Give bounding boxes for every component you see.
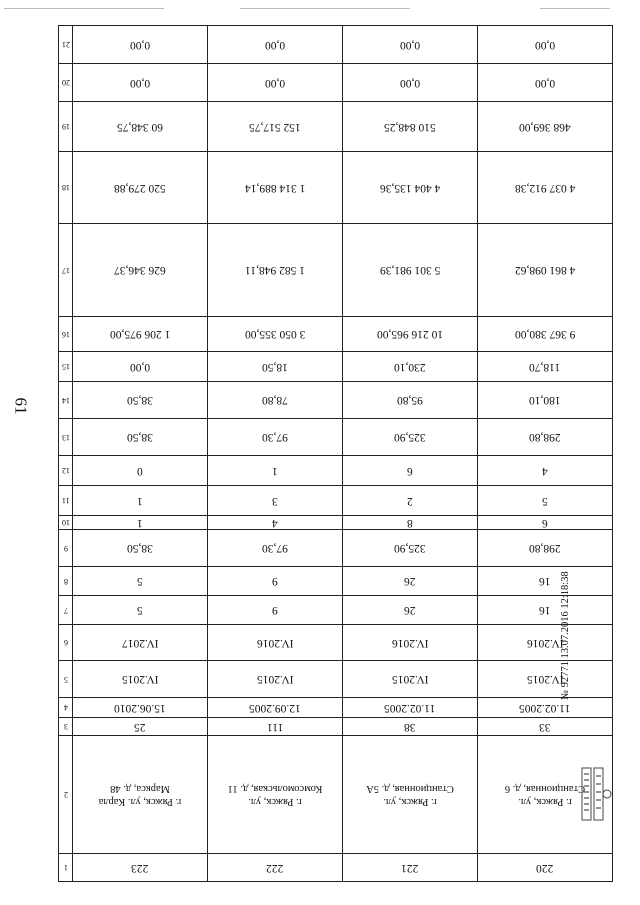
column-number [59, 382, 73, 419]
cell-value: 97,30 [262, 542, 288, 554]
cell-value: 0,00 [129, 76, 151, 89]
table-cell [478, 152, 613, 224]
table-cell [478, 698, 613, 718]
address-text: г. Ряжск, ул. Станционная, д. 5А [366, 782, 454, 807]
table-cell [478, 456, 613, 486]
table-cell [478, 567, 613, 596]
cell-value: IV.2015 [256, 673, 294, 685]
table-cell [343, 625, 478, 661]
cell-value: 4 037 912,38 [514, 181, 576, 194]
table-cell [73, 736, 208, 854]
cell-value: 25 [134, 720, 146, 733]
cell-value: 16 [539, 575, 551, 587]
scan-edge-top-left [4, 8, 164, 9]
table-cell [478, 625, 613, 661]
cell-value: 38,50 [127, 394, 153, 406]
table-cell [343, 224, 478, 317]
cell-value: 5 301 981,39 [379, 264, 441, 276]
table-cell [208, 736, 343, 854]
column-number [59, 102, 73, 152]
cell-value: 26 [404, 575, 416, 587]
cell-value: 11.02.2005 [519, 701, 571, 714]
column-number-label: 18 [61, 183, 70, 192]
cell-value: 97,30 [262, 431, 288, 443]
column-number [59, 516, 73, 530]
cell-value: 2 [407, 494, 413, 507]
cell-value: 520 279,88 [114, 181, 166, 194]
data-table-container [58, 25, 609, 874]
cell-value: 6 [542, 516, 548, 529]
cell-value: 298,80 [529, 542, 561, 554]
table-cell [343, 102, 478, 152]
table-cell [73, 718, 208, 736]
cell-value: 222 [266, 861, 284, 874]
cell-value: 468 369,00 [519, 120, 571, 133]
column-number [59, 486, 73, 516]
column-number [59, 625, 73, 661]
table-row [59, 698, 613, 718]
table-cell [73, 26, 208, 64]
table-cell [343, 26, 478, 64]
cell-value: IV.2017 [121, 636, 159, 649]
table-cell [478, 26, 613, 64]
address-text: г. Ряжск, ул. Комсомольская, д. 11 [227, 782, 323, 807]
table-cell [73, 152, 208, 224]
cell-value: 4 [542, 464, 548, 477]
column-number-label: 10 [61, 518, 70, 527]
table-cell [343, 718, 478, 736]
table-row [59, 64, 613, 102]
table-cell [343, 854, 478, 882]
table-cell [208, 102, 343, 152]
table-cell [343, 456, 478, 486]
table-row [59, 456, 613, 486]
cell-value: 60 348,75 [117, 120, 163, 133]
table-cell [343, 661, 478, 698]
table-cell [343, 64, 478, 102]
cell-value: 5 [137, 575, 143, 587]
table-cell [208, 854, 343, 882]
cell-value: 0,00 [534, 38, 556, 51]
table-cell [73, 486, 208, 516]
table-cell [73, 102, 208, 152]
table-cell [208, 456, 343, 486]
table-row [59, 596, 613, 625]
address-text: г. Ряжск, ул. Карла Маркса, д. 48 [98, 782, 182, 807]
cell-value: 1 582 948,11 [245, 264, 305, 276]
column-number-label: 11 [61, 496, 70, 505]
table-cell [478, 352, 613, 382]
cell-value: 6 [407, 464, 413, 477]
cell-value: 0,00 [129, 360, 151, 373]
table-cell [208, 516, 343, 530]
table-row [59, 352, 613, 382]
table-cell [343, 698, 478, 718]
table-cell [208, 486, 343, 516]
cell-value: 4 [272, 516, 278, 529]
table-cell [73, 530, 208, 567]
table-cell [208, 661, 343, 698]
cell-value: IV.2015 [121, 673, 159, 685]
table-cell [73, 661, 208, 698]
table-cell [208, 26, 343, 64]
table-row [59, 718, 613, 736]
table-cell [478, 486, 613, 516]
table-row [59, 224, 613, 317]
table-cell [343, 382, 478, 419]
table-row [59, 26, 613, 64]
table-cell [208, 382, 343, 419]
column-number [59, 736, 73, 854]
cell-value: IV.2016 [526, 636, 564, 649]
cell-value: 0,00 [264, 76, 286, 89]
table-row [59, 625, 613, 661]
table-row [59, 854, 613, 882]
table-cell [478, 382, 613, 419]
cell-value: 1 [137, 494, 143, 507]
table-cell [73, 625, 208, 661]
column-number-label: 20 [61, 78, 70, 87]
cell-value: 111 [266, 720, 284, 733]
table-cell [208, 352, 343, 382]
cell-value: 3 050 355,00 [244, 328, 306, 340]
table-cell [343, 152, 478, 224]
cell-value: 230,10 [394, 360, 426, 373]
table-cell [208, 698, 343, 718]
table-cell [208, 625, 343, 661]
cell-value: 118,70 [529, 360, 561, 373]
table-cell [208, 64, 343, 102]
column-number-label: 14 [61, 395, 70, 405]
cell-value: 38 [404, 720, 416, 733]
table-cell [208, 567, 343, 596]
column-number [59, 317, 73, 352]
table-cell [73, 352, 208, 382]
column-number-label: 7 [63, 605, 68, 615]
cell-value: 3 [272, 494, 278, 507]
cell-value: 0,00 [399, 38, 421, 51]
cell-value: 9 [272, 604, 278, 616]
column-number [59, 698, 73, 718]
cell-value: 33 [539, 720, 551, 733]
table-cell [478, 224, 613, 317]
cell-value: 38,50 [127, 431, 153, 443]
column-number-label: 5 [63, 674, 68, 684]
table-cell [343, 516, 478, 530]
cell-value: IV.2015 [526, 673, 564, 685]
table-row [59, 102, 613, 152]
column-number [59, 596, 73, 625]
table-cell [343, 317, 478, 352]
column-number-label: 17 [61, 265, 70, 275]
table-cell [73, 419, 208, 456]
table-cell [208, 224, 343, 317]
seal-emblem [578, 764, 612, 824]
cell-value: 1 206 975,00 [109, 328, 171, 340]
column-number [59, 64, 73, 102]
table-cell [208, 596, 343, 625]
column-number-label: 15 [61, 362, 70, 371]
column-number [59, 661, 73, 698]
table-cell [73, 596, 208, 625]
table-cell [73, 567, 208, 596]
table-cell [343, 596, 478, 625]
cell-value: 1 314 889,14 [244, 181, 306, 194]
column-number [59, 152, 73, 224]
table-cell [478, 718, 613, 736]
cell-value: 1 [272, 464, 278, 477]
cell-value: 325,90 [394, 542, 426, 554]
table-cell [208, 317, 343, 352]
cell-value: 11.02.2005 [384, 701, 436, 714]
table-cell [343, 419, 478, 456]
table-row [59, 530, 613, 567]
cell-value: 325,90 [394, 431, 426, 443]
cell-value: IV.2016 [256, 636, 294, 649]
column-number-label: 1 [63, 863, 68, 872]
cell-value: 15.06.2010 [114, 701, 166, 714]
table-row [59, 567, 613, 596]
scan-edge-top-mid [240, 8, 410, 9]
table-cell [73, 854, 208, 882]
column-number-label: 9 [63, 543, 68, 553]
scan-edge-top-right [540, 8, 610, 9]
cell-value: 5 [542, 494, 548, 507]
table-cell [343, 530, 478, 567]
column-number-label: 3 [63, 722, 68, 731]
cell-value: 152 517,75 [249, 120, 301, 133]
cell-value: 10 216 965,00 [376, 328, 444, 340]
table-cell [73, 698, 208, 718]
cell-value: 223 [131, 861, 149, 874]
column-number-label: 16 [61, 329, 70, 339]
cell-value: 38,50 [127, 542, 153, 554]
page-number: 61 [11, 397, 31, 415]
column-number [59, 530, 73, 567]
cell-value: 1 [137, 516, 143, 529]
cell-value: 78,80 [262, 394, 288, 406]
table-row [59, 382, 613, 419]
table-cell [478, 530, 613, 567]
table-cell [478, 854, 613, 882]
registration-stamp: № 92771 13.07.2016 12:18:38 [560, 571, 571, 700]
column-number [59, 352, 73, 382]
cell-value: 0,00 [264, 38, 286, 51]
cell-value: IV.2015 [391, 673, 429, 685]
table-cell [478, 102, 613, 152]
cell-value: 9 367 380,00 [514, 328, 576, 340]
table-cell [73, 317, 208, 352]
cell-value: 5 [137, 604, 143, 616]
cell-value: 220 [536, 861, 554, 874]
table-row [59, 419, 613, 456]
table-row [59, 486, 613, 516]
table-cell [73, 456, 208, 486]
column-number-label: 13 [61, 432, 70, 442]
cell-value: 0 [137, 464, 143, 477]
table-cell [208, 530, 343, 567]
column-number [59, 224, 73, 317]
cell-value: 626 346,37 [114, 264, 166, 276]
table-cell [343, 567, 478, 596]
table-cell [73, 382, 208, 419]
column-number [59, 456, 73, 486]
cell-value: 221 [401, 861, 419, 874]
cell-value: 95,80 [397, 394, 423, 406]
table-row [59, 152, 613, 224]
cell-value: 4 404 135,36 [379, 181, 441, 194]
cell-value: 9 [272, 575, 278, 587]
column-number-label: 8 [63, 576, 68, 586]
table-cell [343, 486, 478, 516]
table-cell [73, 516, 208, 530]
column-number-label: 19 [61, 122, 70, 131]
table-row [59, 516, 613, 530]
cell-value: 26 [404, 604, 416, 616]
column-number [59, 567, 73, 596]
column-number-label: 12 [61, 466, 70, 475]
column-number [59, 26, 73, 64]
cell-value: 180,10 [529, 394, 561, 406]
column-number [59, 854, 73, 882]
column-number-label: 2 [63, 790, 68, 799]
cell-value: 0,00 [534, 76, 556, 89]
cell-value: 12.09.2005 [249, 701, 301, 714]
table-cell [478, 317, 613, 352]
table-cell [478, 661, 613, 698]
data-table [58, 25, 613, 882]
cell-value: 510 848,25 [384, 120, 436, 133]
table-row [59, 736, 613, 854]
table-row [59, 661, 613, 698]
table-cell [73, 64, 208, 102]
cell-value: 4 861 098,62 [514, 264, 576, 276]
address-text: г. Ряжск, ул. Станционная, д. 6 [504, 782, 586, 807]
column-number-label: 21 [61, 40, 70, 49]
cell-value: 0,00 [399, 76, 421, 89]
table-cell [478, 596, 613, 625]
column-number-label: 6 [63, 638, 68, 647]
table-cell [478, 419, 613, 456]
table-cell [73, 224, 208, 317]
column-number [59, 718, 73, 736]
cell-value: IV.2016 [391, 636, 429, 649]
table-cell [343, 352, 478, 382]
table-cell [478, 516, 613, 530]
column-number [59, 419, 73, 456]
table-cell [208, 718, 343, 736]
table-cell [343, 736, 478, 854]
column-number-label: 4 [63, 703, 68, 712]
cell-value: 18,50 [262, 360, 288, 373]
table-cell [208, 152, 343, 224]
table-cell [478, 64, 613, 102]
cell-value: 8 [407, 516, 413, 529]
cell-value: 16 [539, 604, 551, 616]
table-cell [208, 419, 343, 456]
cell-value: 298,80 [529, 431, 561, 443]
table-row [59, 317, 613, 352]
cell-value: 0,00 [129, 38, 151, 51]
